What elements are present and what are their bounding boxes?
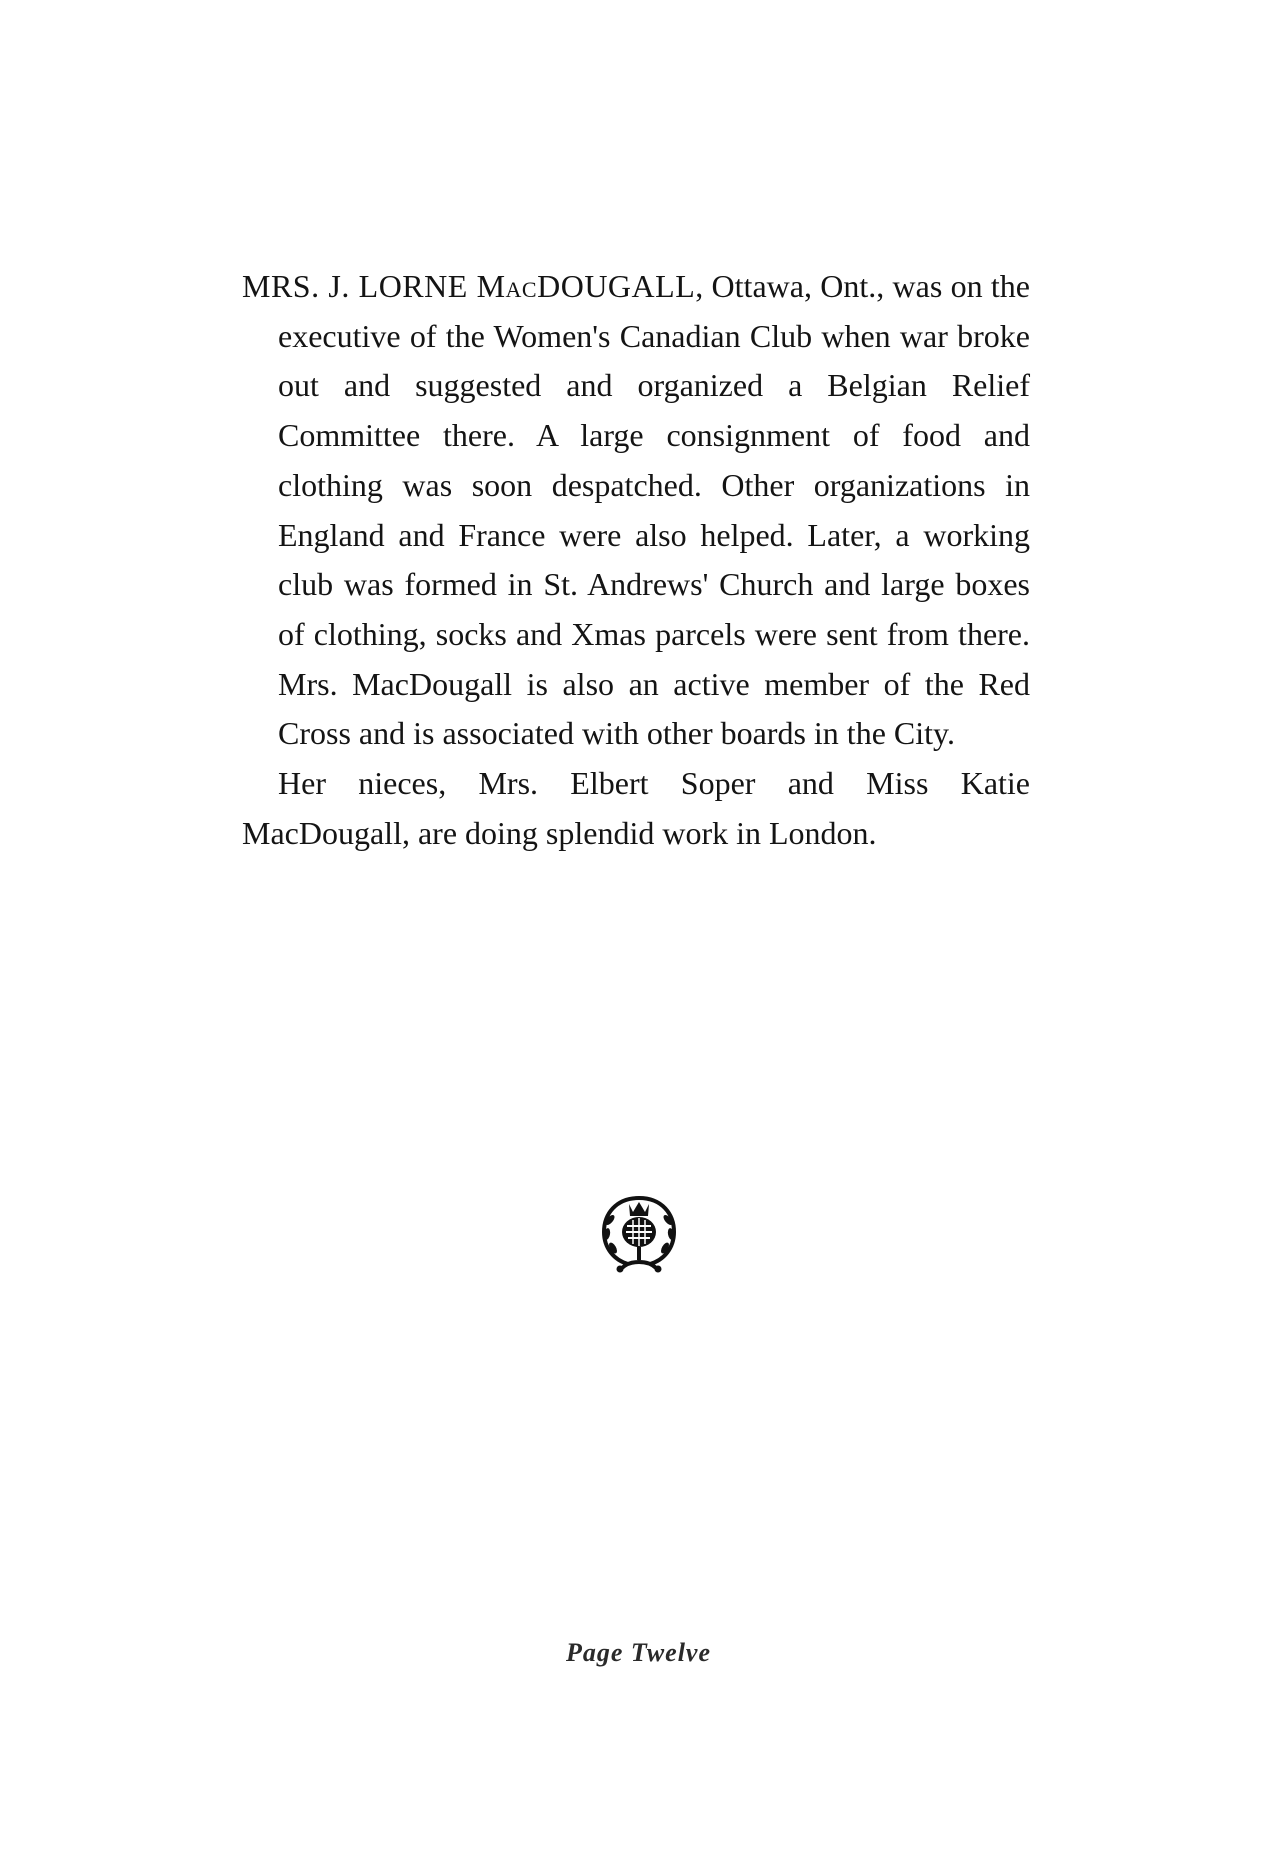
thistle-wreath-icon — [596, 1190, 682, 1276]
biography-text — [242, 262, 1030, 858]
page-number: Page Twelve — [565, 1638, 712, 1667]
entry-name: MRS. J. LORNE MacDOUGALL — [242, 268, 696, 304]
biography-paragraph-2: Her nieces, Mrs. Elbert Soper and Miss Katie MacDougall, are doing splendid work in London. — [242, 765, 1030, 851]
biography-paragraph-1 — [242, 262, 1030, 759]
paragraph-1-body: , Ottawa, Ont., was on the executive of the Women's Canadian Club when war broke out and suggested and organized a Belgian Relief Committee there. A large consignment of food and clothing was soon despatched. Other organizations in England and France were also helped. Later, a working club was formed in St. Andrews' Church and large boxes of clothing, socks and Xmas parcels were sent from there. Mrs. MacDougall is also an active member of the Red Cross and is associated with other boards in the City. — [278, 268, 1030, 752]
